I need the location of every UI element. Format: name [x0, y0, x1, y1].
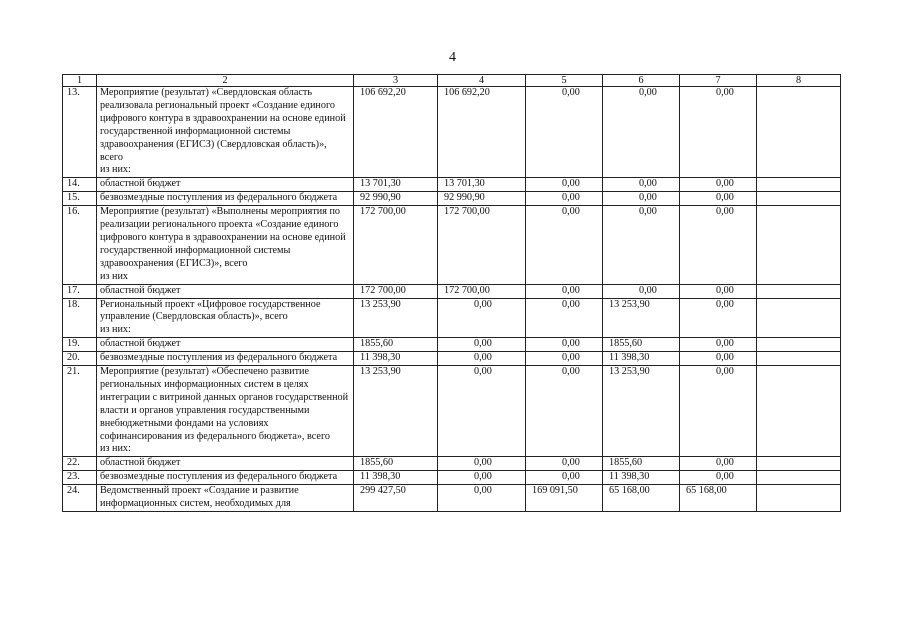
header-cell: 4	[438, 75, 526, 87]
item-name-cell: областной бюджет	[97, 284, 354, 298]
value-cell-5: 0,00	[526, 206, 603, 284]
value-cell-3: 106 692,20	[354, 87, 438, 178]
table-row	[63, 471, 841, 485]
value-cell-7: 0,00	[680, 352, 757, 366]
row-number-cell: 17.	[63, 284, 97, 298]
item-name-cell: Мероприятие (результат) «Обеспечено развитие региональных информационных систем в целях интеграции с витриной данных органов государственной власти и органов управления государственными внебюджетными фондами на условиях софинансирования из федерального бюджета», всего из них:	[97, 366, 354, 457]
value-cell-5: 0,00	[526, 87, 603, 178]
value-cell-3: 13 253,90	[354, 298, 438, 338]
value-cell-5: 0,00	[526, 298, 603, 338]
row-number-cell: 15.	[63, 192, 97, 206]
row-number-cell: 14.	[63, 178, 97, 192]
table-row	[63, 284, 841, 298]
value-cell-6: 11 398,30	[603, 352, 680, 366]
value-cell-7: 0,00	[680, 87, 757, 178]
value-cell-3: 92 990,90	[354, 192, 438, 206]
table-row	[63, 178, 841, 192]
value-cell-8	[757, 87, 841, 178]
item-name-cell: безвозмездные поступления из федерального бюджета	[97, 471, 354, 485]
value-cell-6: 1855,60	[603, 457, 680, 471]
value-cell-6: 0,00	[603, 192, 680, 206]
value-cell-4: 0,00	[438, 352, 526, 366]
value-cell-6: 0,00	[603, 87, 680, 178]
value-cell-6: 0,00	[603, 206, 680, 284]
value-cell-7: 0,00	[680, 366, 757, 457]
item-name-cell: областной бюджет	[97, 457, 354, 471]
table-row	[63, 352, 841, 366]
value-cell-8	[757, 338, 841, 352]
value-cell-5: 0,00	[526, 178, 603, 192]
value-cell-8	[757, 206, 841, 284]
table-row	[63, 338, 841, 352]
value-cell-8	[757, 485, 841, 512]
value-cell-8	[757, 366, 841, 457]
header-row	[63, 75, 841, 87]
value-cell-4: 172 700,00	[438, 206, 526, 284]
row-number-cell: 16.	[63, 206, 97, 284]
item-name-cell: областной бюджет	[97, 338, 354, 352]
value-cell-4: 106 692,20	[438, 87, 526, 178]
value-cell-7: 0,00	[680, 284, 757, 298]
item-name-cell: Региональный проект «Цифровое государственное управление (Свердловская область)», всего из них:	[97, 298, 354, 338]
value-cell-6: 0,00	[603, 178, 680, 192]
value-cell-7: 0,00	[680, 192, 757, 206]
header-cell: 7	[680, 75, 757, 87]
header-cell: 1	[63, 75, 97, 87]
value-cell-7: 0,00	[680, 471, 757, 485]
value-cell-7: 0,00	[680, 206, 757, 284]
value-cell-5: 0,00	[526, 457, 603, 471]
value-cell-6: 13 253,90	[603, 366, 680, 457]
value-cell-6: 1855,60	[603, 338, 680, 352]
value-cell-8	[757, 284, 841, 298]
table-row	[63, 298, 841, 338]
value-cell-3: 11 398,30	[354, 352, 438, 366]
value-cell-4: 0,00	[438, 471, 526, 485]
row-number-cell: 22.	[63, 457, 97, 471]
row-number-cell: 23.	[63, 471, 97, 485]
page-number: 4	[449, 50, 456, 65]
value-cell-8	[757, 298, 841, 338]
table-row	[63, 366, 841, 457]
value-cell-8	[757, 457, 841, 471]
item-name-cell: Мероприятие (результат) «Выполнены мероприятия по реализации регионального проекта «Создание единого цифрового контура в здравоохранении на основе единой государственной информационной системы здравоохранения (ЕГИСЗ)», всего из них	[97, 206, 354, 284]
row-number-cell: 24.	[63, 485, 97, 512]
value-cell-5: 0,00	[526, 338, 603, 352]
item-name-cell: Ведомственный проект «Создание и развитие информационных систем, необходимых для	[97, 485, 354, 512]
table-row	[63, 485, 841, 512]
value-cell-7: 0,00	[680, 298, 757, 338]
value-cell-8	[757, 192, 841, 206]
value-cell-3: 1855,60	[354, 457, 438, 471]
value-cell-4: 0,00	[438, 298, 526, 338]
value-cell-5: 0,00	[526, 471, 603, 485]
value-cell-4: 0,00	[438, 338, 526, 352]
budget-table	[62, 74, 841, 512]
value-cell-4: 0,00	[438, 485, 526, 512]
value-cell-3: 13 701,30	[354, 178, 438, 192]
row-number-cell: 13.	[63, 87, 97, 178]
table-row	[63, 206, 841, 284]
value-cell-4: 0,00	[438, 366, 526, 457]
value-cell-4: 13 701,30	[438, 178, 526, 192]
value-cell-7: 0,00	[680, 178, 757, 192]
header-cell: 2	[97, 75, 354, 87]
item-name-cell: областной бюджет	[97, 178, 354, 192]
table-row	[63, 87, 841, 178]
value-cell-7: 0,00	[680, 457, 757, 471]
value-cell-5: 0,00	[526, 366, 603, 457]
table-row	[63, 457, 841, 471]
value-cell-3: 1855,60	[354, 338, 438, 352]
value-cell-7: 65 168,00	[680, 485, 757, 512]
value-cell-5: 0,00	[526, 192, 603, 206]
value-cell-3: 172 700,00	[354, 206, 438, 284]
value-cell-5: 169 091,50	[526, 485, 603, 512]
value-cell-6: 11 398,30	[603, 471, 680, 485]
value-cell-3: 299 427,50	[354, 485, 438, 512]
value-cell-5: 0,00	[526, 284, 603, 298]
value-cell-3: 11 398,30	[354, 471, 438, 485]
value-cell-4: 92 990,90	[438, 192, 526, 206]
header-cell: 6	[603, 75, 680, 87]
value-cell-8	[757, 352, 841, 366]
row-number-cell: 20.	[63, 352, 97, 366]
table-row	[63, 192, 841, 206]
header-cell: 3	[354, 75, 438, 87]
value-cell-3: 172 700,00	[354, 284, 438, 298]
value-cell-6: 0,00	[603, 284, 680, 298]
item-name-cell: безвозмездные поступления из федерального бюджета	[97, 192, 354, 206]
value-cell-8	[757, 178, 841, 192]
value-cell-3: 13 253,90	[354, 366, 438, 457]
row-number-cell: 19.	[63, 338, 97, 352]
value-cell-4: 172 700,00	[438, 284, 526, 298]
value-cell-5: 0,00	[526, 352, 603, 366]
header-cell: 8	[757, 75, 841, 87]
row-number-cell: 21.	[63, 366, 97, 457]
value-cell-6: 13 253,90	[603, 298, 680, 338]
item-name-cell: безвозмездные поступления из федерального бюджета	[97, 352, 354, 366]
row-number-cell: 18.	[63, 298, 97, 338]
value-cell-6: 65 168,00	[603, 485, 680, 512]
item-name-cell: Мероприятие (результат) «Свердловская область реализовала региональный проект «Создание единого цифрового контура в здравоохранении на основе единой государственной информационной системы здравоохранения (ЕГИСЗ) (Свердловская область)», всего из них:	[97, 87, 354, 178]
value-cell-4: 0,00	[438, 457, 526, 471]
value-cell-8	[757, 471, 841, 485]
header-cell: 5	[526, 75, 603, 87]
value-cell-7: 0,00	[680, 338, 757, 352]
